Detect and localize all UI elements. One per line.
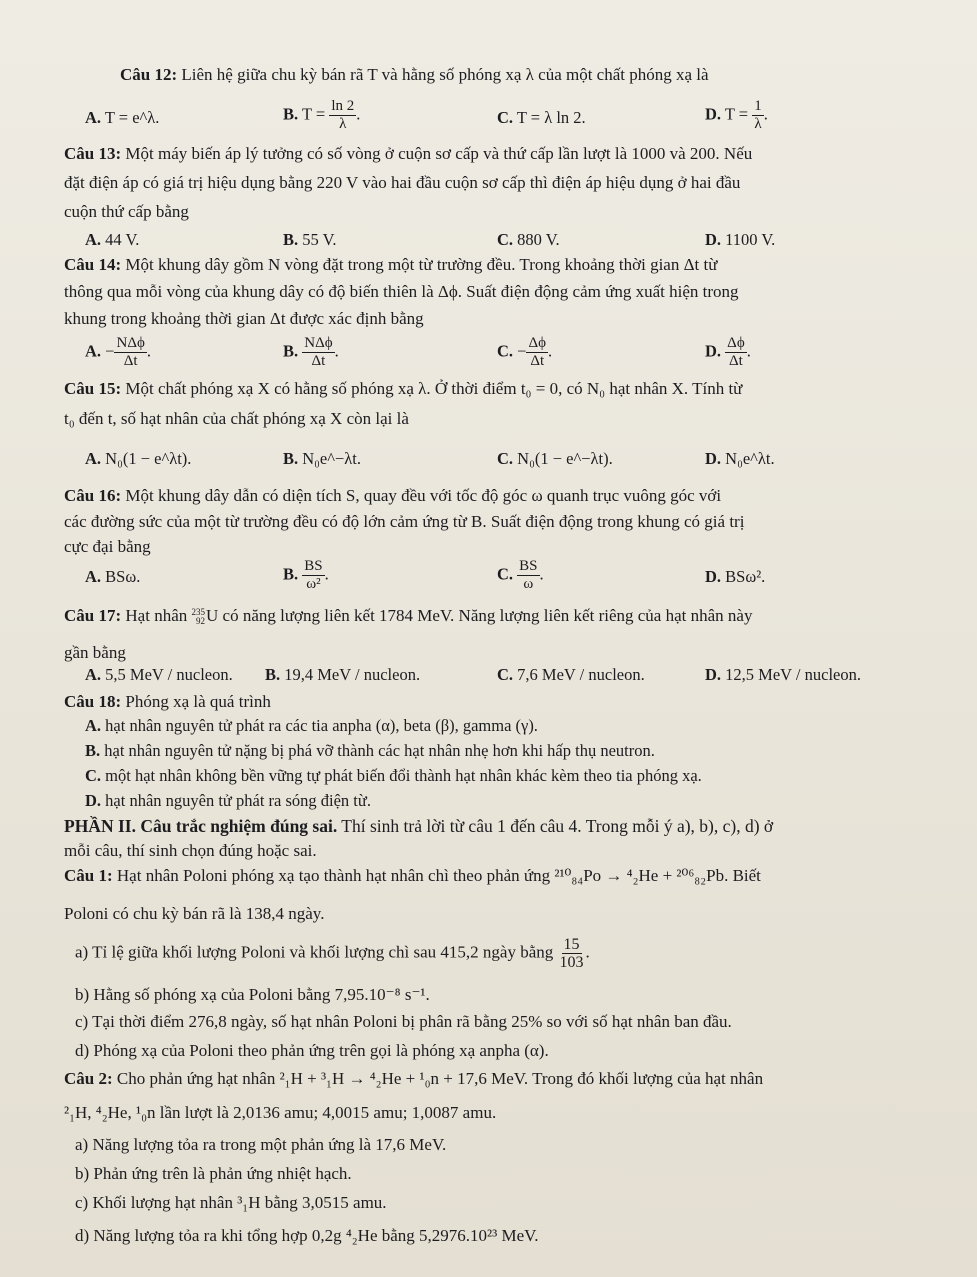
option-text: N₀(1 − e^λt). (105, 449, 192, 468)
isotope-mass-number: 235 (191, 607, 205, 618)
q13-option-c (497, 229, 560, 251)
fraction-denominator: ω² (306, 576, 321, 592)
tf1-line-2: Poloni có chu kỳ bán rã là 138,4 ngày. (64, 904, 325, 923)
q17-option-b (265, 664, 420, 686)
fraction-denominator: λ (754, 116, 762, 132)
q16-line-2: các đường sức của một từ trường đều có độ lớn cảm ứng từ B. Suất điện động trong khung có giá trị (64, 512, 745, 531)
option-letter: B. (283, 104, 299, 124)
fraction-numerator: ln 2 (331, 98, 355, 114)
q13-text: Một máy biến áp lý tưởng có số vòng ở cuộn sơ cấp và thứ cấp lần lượt là 1000 và 200. Nếu (125, 144, 753, 163)
tf1-statement-a: a) Tỉ lệ giữa khối lượng Poloni và khối lượng chì sau 415,2 ngày bằng $\frac{15}{103}$ . (75, 936, 590, 971)
isotope-numbers (192, 608, 206, 626)
q17-line-2: gần bằng (64, 643, 126, 662)
option-suffix: . (539, 564, 544, 584)
option-letter: A. (85, 341, 102, 361)
q14-line-2: thông qua mỗi vòng của khung dây có độ biến thiên là Δϕ. Suất điện động cảm ứng xuất hiện trong (64, 282, 739, 301)
option-letter: C. (497, 449, 514, 468)
q12-option-d (705, 98, 768, 133)
q14-option-d (705, 335, 751, 370)
q17-line-1 (64, 605, 752, 627)
option-letter: B. (283, 564, 299, 584)
option-text: BSω. (105, 567, 141, 586)
fraction-numerator: 15 (563, 936, 580, 953)
option-fraction (526, 335, 548, 370)
option-suffix: . (548, 341, 553, 361)
option-prefix: − (517, 341, 527, 361)
q13-option-a (85, 229, 139, 251)
option-prefix: T = (724, 104, 749, 124)
option-letter: B. (283, 230, 299, 249)
fraction-numerator: NΔϕ (116, 335, 145, 351)
option-letter: A. (85, 108, 102, 127)
q17-text-post: có năng lượng liên kết 1784 MeV. Năng lượng liên kết riêng của hạt nhân này (222, 606, 753, 625)
q12-label: Câu 12: (120, 65, 178, 84)
option-fraction (725, 335, 747, 370)
part2-line-1 (64, 815, 773, 837)
tf2-text: Cho phản ứng hạt nhân ²₁H + ³₁H → ⁴₂He + ¹₀n + 17,6 MeV. Trong đó khối lượng của hạt nhân (116, 1069, 764, 1088)
option-text: 12,5 MeV / nucleon. (725, 665, 861, 684)
q12-option-a (85, 107, 159, 129)
option-suffix: . (334, 341, 339, 361)
fraction-numerator: 1 (754, 98, 762, 114)
part2-line-2: mỗi câu, thí sinh chọn đúng hoặc sai. (64, 841, 317, 860)
q15-option-d (705, 448, 775, 470)
q13-label: Câu 13: (64, 144, 122, 163)
option-fraction (752, 98, 764, 133)
q15-line-2: t₀ đến t, số hạt nhân của chất phóng xạ X còn lại là (64, 409, 409, 428)
option-text: N₀e^−λt. (302, 449, 362, 468)
q16-text: Một khung dây dẫn có diện tích S, quay đều với tốc độ góc ω quanh trục vuông góc với (125, 486, 722, 505)
tf1-label: Câu 1: (64, 866, 113, 885)
q17-label: Câu 17: (64, 606, 122, 625)
q15-option-b (283, 448, 361, 470)
q17-option-a (85, 664, 233, 686)
q14-text: Một khung dây gồm N vòng đặt trong một từ trường đều. Trong khoảng thời gian Δt từ (125, 255, 718, 274)
option-text: T = e^λ. (104, 108, 160, 127)
fraction-denominator: Δt (729, 353, 743, 369)
option-text: BSω². (725, 567, 766, 586)
q15-option-c (497, 448, 613, 470)
option-letter: C. (497, 341, 514, 361)
option-letter: D. (705, 341, 722, 361)
option-letter: A. (85, 449, 102, 468)
q14-label: Câu 14: (64, 255, 122, 274)
tf2-statement-c: c) Khối lượng hạt nhân ³₁H bằng 3,0515 amu. (75, 1193, 387, 1212)
option-letter: B. (283, 341, 299, 361)
option-suffix: . (356, 104, 361, 124)
option-text: T = λ ln 2. (516, 108, 586, 127)
option-letter: C. (497, 230, 514, 249)
fraction-denominator: Δt (123, 353, 138, 369)
option-letter: C. (497, 564, 514, 584)
tf2-label: Câu 2: (64, 1069, 113, 1088)
q16-option-b (283, 558, 329, 593)
option-suffix: . (746, 341, 751, 361)
option-letter: D. (705, 449, 722, 468)
q13-line-2: đặt điện áp có giá trị hiệu dụng bằng 220 V vào hai đầu cuộn sơ cấp thì điện áp hiệu dụng ở hai đầu (64, 173, 741, 192)
fraction-denominator: 103 (559, 954, 584, 971)
tf2-line-2: ²₁H, ⁴₂He, ¹₀n lần lượt là 2,0136 amu; 4,0015 amu; 1,0087 amu. (64, 1103, 497, 1122)
q15-option-a (85, 448, 191, 470)
option-text: N₀(1 − e^−λt). (517, 449, 613, 468)
option-letter: D. (85, 791, 102, 810)
q18-option-a (85, 715, 538, 737)
q18-stem (64, 691, 271, 713)
option-letter: D. (705, 567, 722, 586)
option-suffix: . (324, 564, 329, 584)
q12-option-c (497, 107, 586, 129)
option-fraction (302, 558, 324, 593)
q16-option-a (85, 566, 140, 588)
q14-option-a (85, 335, 151, 370)
q18-option-c (85, 765, 702, 787)
tf1-text-post: Biết (732, 866, 761, 885)
option-letter: A. (85, 567, 102, 586)
option-fraction (302, 335, 334, 370)
q13-option-b (283, 229, 337, 251)
q12-stem (120, 64, 709, 86)
option-letter: C. (85, 766, 102, 785)
fraction-numerator: BS (519, 558, 538, 574)
q14-option-c (497, 335, 552, 370)
fraction-numerator: NΔϕ (304, 335, 333, 351)
tf1-reaction: ²¹⁰₈₄Po → ⁴₂He + ²⁰⁶₈₂Pb. (554, 866, 729, 885)
q17-option-d (705, 664, 861, 686)
tf2-statement-b: b) Phản ứng trên là phản ứng nhiệt hạch. (75, 1164, 352, 1183)
option-text: 44 V. (105, 230, 140, 249)
fraction-numerator: Δϕ (727, 335, 745, 351)
q16-line-3: cực đại bằng (64, 537, 151, 556)
q12-text: Liên hệ giữa chu kỳ bán rã T và hằng số phóng xạ λ của một chất phóng xạ là (181, 65, 709, 84)
q15-label: Câu 15: (64, 379, 122, 398)
option-suffix: . (146, 341, 151, 361)
tf2-statement-d: d) Năng lượng tỏa ra khi tổng hợp 0,2g ⁴₂He bằng 5,2976.10²³ MeV. (75, 1226, 539, 1245)
option-letter: C. (497, 665, 514, 684)
option-text: hạt nhân nguyên tử phát ra sóng điện từ. (105, 791, 371, 810)
q13-line-3: cuộn thứ cấp bằng (64, 202, 189, 221)
option-text: 19,4 MeV / nucleon. (284, 665, 421, 684)
tf1-line-1 (64, 865, 761, 887)
q14-line-3: khung trong khoảng thời gian Δt được xác định bằng (64, 309, 424, 328)
q16-label: Câu 16: (64, 486, 122, 505)
option-fraction (517, 558, 539, 593)
q16-option-d (705, 566, 765, 588)
option-letter: B. (283, 449, 299, 468)
tf2-statement-a: a) Năng lượng tỏa ra trong một phản ứng là 17,6 MeV. (75, 1135, 447, 1154)
q18-option-d (85, 790, 371, 812)
option-fraction (329, 98, 356, 133)
option-text: 5,5 MeV / nucleon. (105, 665, 233, 684)
q18-text: Phóng xạ là quá trình (125, 692, 271, 711)
q13-line-1 (64, 143, 752, 165)
option-fraction (114, 335, 146, 370)
option-letter: A. (85, 716, 102, 735)
q16-option-c (497, 558, 544, 593)
tf1-statement-d: d) Phóng xạ của Poloni theo phản ứng trên gọi là phóng xạ anpha (α). (75, 1041, 549, 1060)
q17-option-c (497, 664, 645, 686)
option-prefix: T = (301, 104, 326, 124)
option-letter: D. (705, 104, 722, 124)
fraction-numerator: BS (304, 558, 323, 574)
option-text: hạt nhân nguyên tử phát ra các tia anpha (α), beta (β), gamma (γ). (105, 716, 538, 735)
statement-text: a) Tỉ lệ giữa khối lượng Poloni và khối lượng chì sau 415,2 ngày bằng (75, 942, 554, 962)
isotope-atomic-number: 92 (196, 616, 205, 627)
q12-option-b (283, 98, 360, 133)
q14-option-b (283, 335, 339, 370)
option-letter: A. (85, 230, 102, 249)
fraction-denominator: ω (523, 576, 534, 592)
part2-instructions: Thí sinh trả lời từ câu 1 đến câu 4. Trong mỗi ý a), b), c), d) ở (341, 816, 774, 836)
isotope-symbol: U (206, 606, 219, 625)
q18-label: Câu 18: (64, 692, 122, 711)
option-suffix: . (763, 104, 768, 124)
option-letter: B. (265, 665, 281, 684)
tf1-text: Hạt nhân Poloni phóng xạ tạo thành hạt nhân chì theo phản ứng (116, 866, 551, 885)
tf1-statement-b: b) Hằng số phóng xạ của Poloni bằng 7,95.10⁻⁸ s⁻¹. (75, 985, 430, 1004)
option-text: một hạt nhân không bền vững tự phát biến đổi thành hạt nhân khác kèm theo tia phóng xạ. (105, 766, 702, 785)
q18-option-b (85, 740, 655, 762)
q15-line-1 (64, 378, 742, 400)
option-text: N₀e^λt. (725, 449, 775, 468)
tf2-line-1 (64, 1068, 763, 1090)
statement-fraction (558, 936, 586, 971)
option-letter: A. (85, 665, 102, 684)
option-text: 7,6 MeV / nucleon. (517, 665, 645, 684)
q17-text-pre: Hạt nhân (125, 606, 188, 625)
tf1-statement-c: c) Tại thời điểm 276,8 ngày, số hạt nhân Poloni bị phân rã bằng 25% so với số hạt nhân ban đầu. (75, 1012, 732, 1031)
option-text: 880 V. (517, 230, 560, 249)
option-letter: D. (705, 665, 722, 684)
option-prefix: − (105, 341, 115, 361)
option-letter: C. (497, 108, 514, 127)
option-text: 1100 V. (725, 230, 776, 249)
fraction-denominator: Δt (311, 353, 326, 369)
q16-line-1 (64, 485, 721, 507)
option-letter: D. (705, 230, 722, 249)
q14-line-1 (64, 254, 717, 276)
option-text: 55 V. (302, 230, 337, 249)
fraction-denominator: λ (339, 116, 347, 132)
q13-option-d (705, 229, 775, 251)
q15-text: Một chất phóng xạ X có hằng số phóng xạ λ. Ở thời điểm t₀ = 0, có N₀ hạt nhân X. Tính từ (125, 379, 743, 398)
option-letter: B. (85, 741, 101, 760)
option-text: hạt nhân nguyên tử nặng bị phá vỡ thành các hạt nhân nhẹ hơn khi hấp thụ neutron. (104, 741, 655, 760)
fraction-denominator: Δt (530, 353, 545, 369)
fraction-numerator: Δϕ (528, 335, 547, 351)
part2-heading: PHẦN II. Câu trắc nghiệm đúng sai. (64, 816, 338, 836)
